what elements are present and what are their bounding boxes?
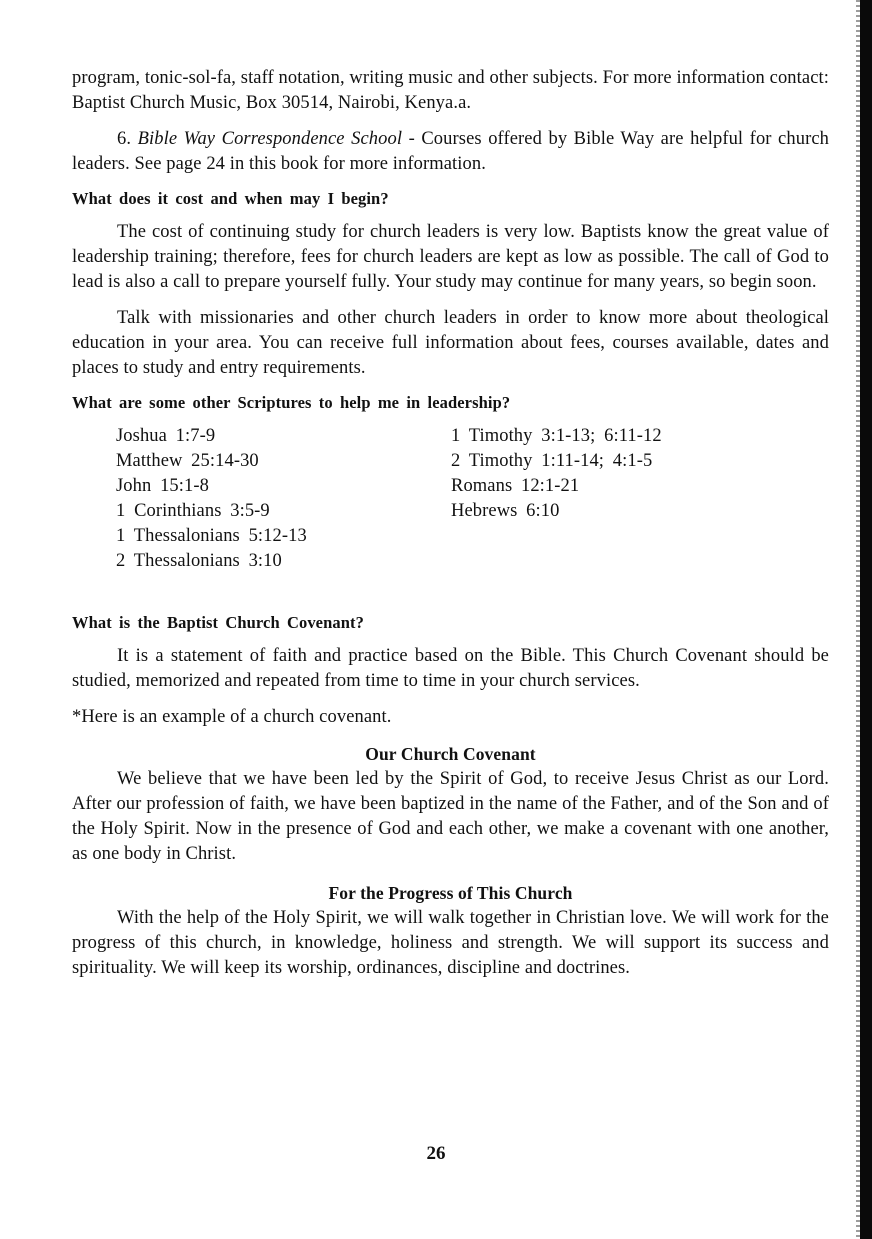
scripture-list	[116, 424, 829, 574]
scripture-item: Romans 12:1-21	[451, 476, 580, 496]
scripture-item: 1 Corinthians 3:5-9	[116, 501, 270, 521]
scan-edge	[860, 0, 872, 1239]
scripture-item: 2 Timothy 1:11-14; 4:1-5	[451, 451, 653, 471]
continuation-paragraph: program, tonic-sol-fa, staff notation, writing music and other subjects. For more information contact: Baptist Church Music, Box 30514, Nairobi, Kenya.a.	[72, 68, 829, 113]
item-6-paragraph	[72, 127, 829, 177]
item-6-title: Bible Way Correspondence School	[137, 129, 403, 149]
item-6-text: - Courses offered by Bible Way are helpful for church leaders. See page 24 in this book for more information.	[72, 129, 829, 174]
scripture-item: John 15:1-8	[116, 476, 209, 496]
progress-paragraph: With the help of the Holy Spirit, we will walk together in Christian love. We will work for the progress of this church, in knowledge, holiness and strength. We will support its success and spirituality. We will keep its worship, ordinances, discipline and doctrines.	[72, 908, 829, 978]
scripture-column-left	[116, 424, 451, 574]
scripture-item: Matthew 25:14-30	[116, 451, 259, 471]
scripture-column-right	[451, 424, 786, 574]
item-6-number: 6.	[117, 129, 132, 149]
heading-cost: What does it cost and when may I begin?	[72, 189, 389, 208]
heading-covenant-question: What is the Baptist Church Covenant?	[72, 613, 364, 632]
scripture-item: 2 Thessalonians 3:10	[116, 551, 282, 571]
scripture-item: Joshua 1:7-9	[116, 426, 216, 446]
scripture-item: 1 Timothy 3:1-13; 6:11-12	[451, 426, 662, 446]
page-number: 26	[426, 1143, 446, 1164]
cost-paragraph-2: Talk with missionaries and other church leaders in order to know more about theological education in your area. You can receive full information about fees, courses available, dates and places to study and entry requirements.	[72, 308, 829, 378]
heading-scriptures: What are some other Scriptures to help me in leadership?	[72, 393, 511, 412]
progress-title: For the Progress of This Church	[328, 883, 573, 903]
covenant-paragraph: We believe that we have been led by the Spirit of God, to receive Jesus Christ as our Lord. After our profession of faith, we have been baptized in the name of the Father, and of the Son and of the Holy Spirit. Now in the presence of God and each other, we make a covenant with one another, as one body in Christ.	[72, 769, 829, 864]
covenant-title: Our Church Covenant	[365, 744, 536, 764]
covenant-example-note: *Here is an example of a church covenant.	[72, 707, 392, 727]
cost-paragraph-1: The cost of continuing study for church leaders is very low. Baptists know the great value of leadership training; therefore, fees for church leaders are kept as low as possible. The call of God to lead is also a call to prepare yourself fully. Your study may continue for many years, so begin soon.	[72, 222, 829, 292]
covenant-intro-paragraph: It is a statement of faith and practice based on the Bible. This Church Covenant should be studied, memorized and repeated from time to time in your church services.	[72, 646, 829, 691]
scripture-item: Hebrews 6:10	[451, 501, 560, 521]
book-page	[72, 66, 829, 981]
scripture-item: 1 Thessalonians 5:12-13	[116, 526, 307, 546]
